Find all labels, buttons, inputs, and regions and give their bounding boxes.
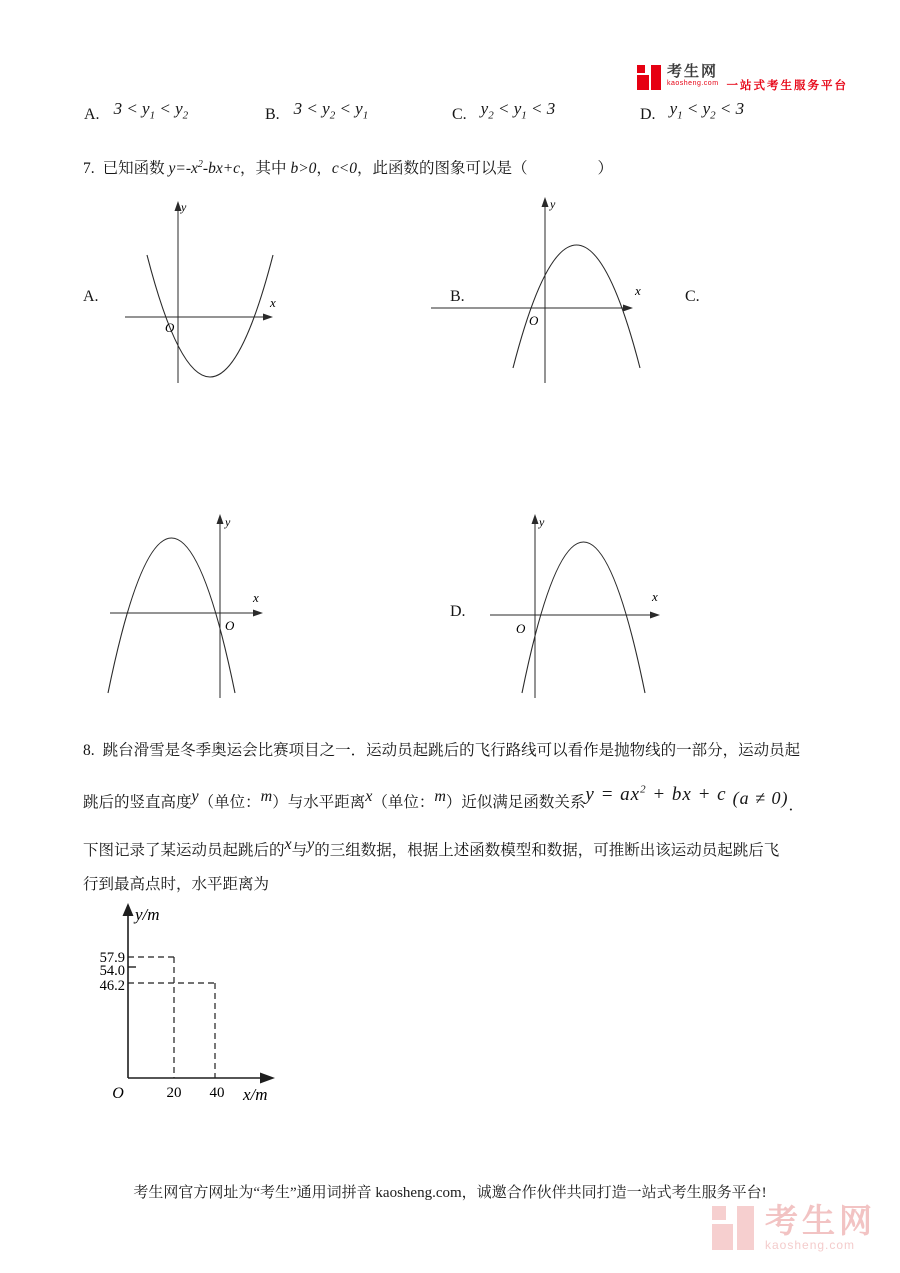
- chart-xlabel: x/m: [243, 1085, 268, 1104]
- parabola-down-curve: [513, 245, 640, 368]
- x-axis-arrow: [650, 612, 660, 619]
- option-d-formula: $y_1 < y_2 < 3$: [669, 99, 745, 122]
- header-logo: [637, 64, 848, 93]
- option-d-label: D.: [640, 106, 656, 123]
- y-axis-arrow: [532, 514, 539, 524]
- brand-name: 考生网: [667, 63, 719, 80]
- graph-label-c: C.: [685, 288, 700, 305]
- option-a-label: A.: [84, 106, 100, 123]
- option-a-formula: $3 < y_1 < y_2$: [113, 99, 189, 122]
- axis-label-y: y: [225, 515, 231, 529]
- x-axis-arrow: [623, 305, 633, 312]
- formula-condition: (a ≠ 0): [732, 788, 789, 808]
- logo-block-bar: [651, 65, 661, 90]
- axis-label-y: y: [181, 200, 187, 214]
- quadratic-formula: $y = ax^2$ + bx + c: [585, 783, 727, 805]
- graph-a-svg: [113, 195, 288, 395]
- y-axis-arrow: [217, 514, 224, 524]
- chart-x-axis-arrow: [260, 1073, 275, 1084]
- axis-label-x: x: [270, 295, 276, 310]
- watermark-block-small: [712, 1206, 726, 1220]
- axis-label-x: x: [253, 590, 259, 605]
- axis-label-x: x: [635, 283, 641, 298]
- axis-label-y: y: [539, 515, 545, 529]
- option-a: [84, 99, 189, 126]
- watermark-brand-domain: kaosheng.com: [765, 1238, 856, 1252]
- graph-label-b: B.: [450, 288, 465, 305]
- x-tick-label-20: 20: [166, 1085, 182, 1101]
- q8-data-chart: [85, 898, 295, 1113]
- question-8-number: 8.: [83, 742, 95, 759]
- option-c-formula: $y_2 < y_1 < 3$: [480, 99, 556, 122]
- y-axis-arrow: [542, 197, 549, 207]
- logo-block-small: [637, 65, 645, 73]
- option-b: [265, 99, 369, 126]
- brand-tagline: 一站式考生服务平台: [726, 80, 849, 92]
- question-8-line3: 下图记录了某运动员起跳后的x与y的三组数据，根据上述函数模型和数据，可推断出该运动员起跳后飞: [83, 836, 780, 859]
- option-b-formula: $3 < y_2 < y_1$: [293, 99, 369, 122]
- footer-text: 考生网官方网址为“考生”通用词拼音 kaosheng.com，诚邀合作伙伴共同打造一站式考生服务平台!: [133, 1185, 767, 1201]
- question-7-text: 7. 已知函数 $y=-x^2-bx+c$，其中 b>0，c<0，此函数的图象可以是（ ）: [83, 158, 614, 177]
- option-c-label: C.: [452, 106, 467, 123]
- chart-origin-label: O: [112, 1085, 124, 1102]
- origin-label: O: [529, 313, 539, 328]
- graph-c-svg: [103, 513, 273, 705]
- chart-y-axis-arrow: [123, 903, 134, 916]
- y-tick-label-54-0: 54.0: [99, 963, 125, 979]
- origin-label: O: [165, 320, 175, 335]
- question-8-line4: 行到最高点时，水平距离为: [83, 876, 270, 893]
- graph-label-d: D.: [450, 603, 466, 620]
- graph-b-svg: [423, 195, 658, 395]
- chart-ylabel: y/m: [135, 905, 160, 924]
- option-d: [640, 99, 745, 126]
- watermark-logo-icon: [712, 1204, 756, 1251]
- y-tick-label-57-9: 57.9: [99, 950, 125, 966]
- x-tick-label-40: 40: [209, 1085, 225, 1101]
- watermark-block-bar: [737, 1206, 754, 1250]
- watermark-logo: [712, 1204, 876, 1252]
- axis-label-y: y: [550, 197, 556, 211]
- x-axis-arrow: [253, 610, 263, 617]
- y-tick-label-46-2: 46.2: [99, 978, 125, 994]
- watermark-brand-name: 考生网: [765, 1202, 876, 1239]
- watermark-block-large: [712, 1224, 733, 1250]
- option-c: [452, 99, 556, 126]
- origin-label: O: [516, 621, 526, 636]
- brand-domain: kaosheng.com: [667, 80, 719, 87]
- axis-label-x: x: [652, 589, 658, 604]
- x-axis-arrow: [263, 314, 273, 321]
- option-b-label: B.: [265, 106, 280, 123]
- brand-text: [667, 64, 719, 88]
- origin-label: O: [225, 618, 235, 633]
- question-8-line1: 8. 跳台滑雪是冬季奥运会比赛项目之一．运动员起跳后的飞行路线可以看作是抛物线的一部分，运动员起: [83, 742, 801, 759]
- parabola-up-curve: [147, 255, 273, 377]
- logo-block-large: [637, 75, 649, 90]
- parabola-down-curve: [522, 542, 645, 693]
- parabola-down-curve: [108, 538, 235, 693]
- kaosheng-logo-icon: [637, 64, 662, 91]
- question-7-number: 7.: [83, 160, 95, 177]
- watermark-text: [765, 1204, 876, 1252]
- graph-d-svg: [483, 513, 673, 705]
- graph-label-a: A.: [83, 288, 99, 305]
- question-8-line2: 跳后的竖直高度y（单位：m）与水平距离x（单位：m）近似满足函数关系$y = ax^2$ + bx + c (a ≠ 0)．: [83, 783, 805, 814]
